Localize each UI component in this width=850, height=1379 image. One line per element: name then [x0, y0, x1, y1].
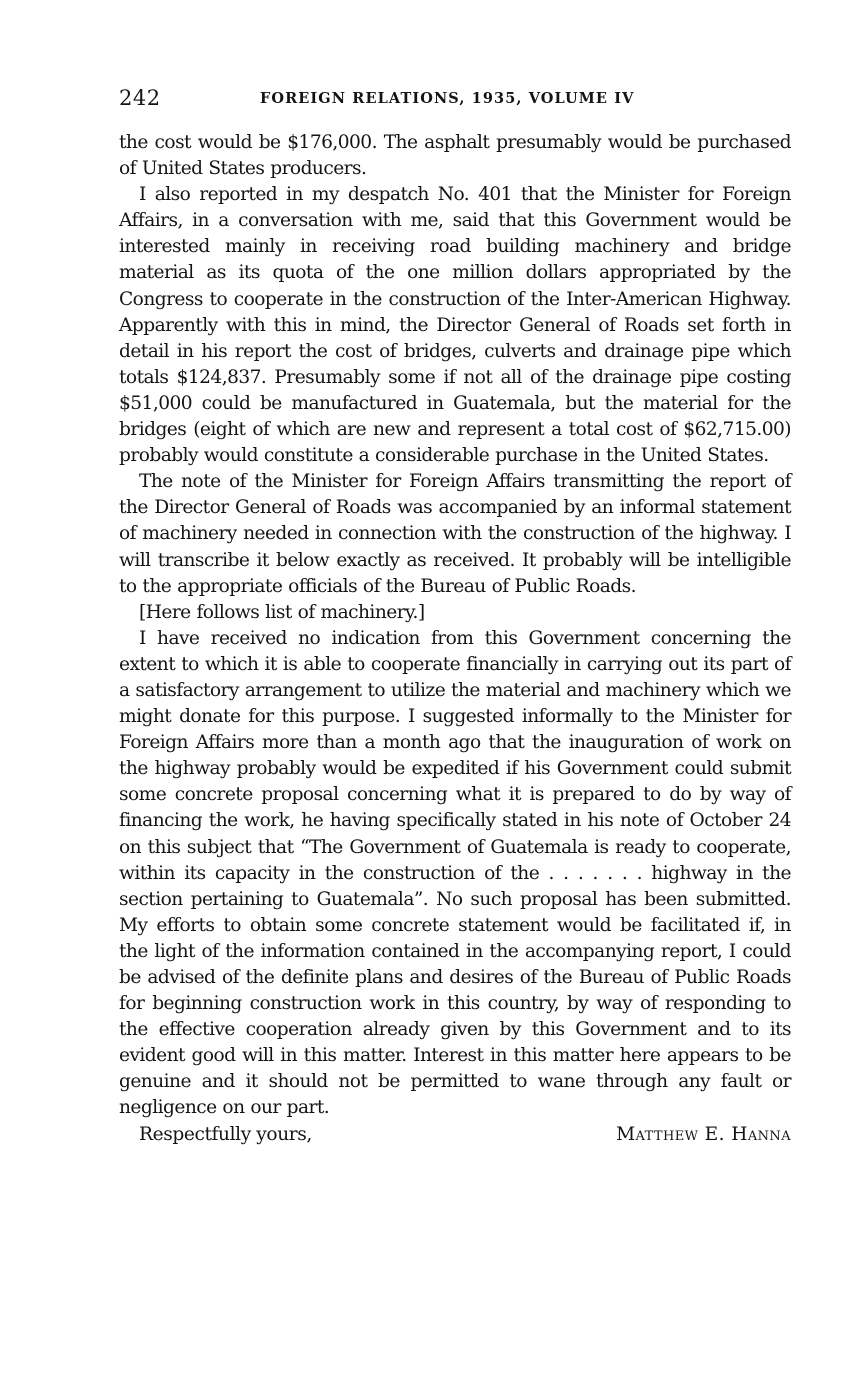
document-body	[119, 130, 791, 1122]
paragraph-continued: the cost would be $176,000. The asphalt presumably would be purchased of United States producers.	[119, 132, 791, 180]
paragraph-cooperation: I have received no indication from this Government concerning the extent to which it is able to cooperate financially in carrying out its part of a satisfactory arrangement to utilize the material and machinery which we might donate for this purpose. I suggested informally to the Minister for Foreign Affairs more than a month ago that the inauguration of work on the highway probably would be expedited if his Government could submit some concrete proposal concerning what it is prepared to do by way of financing the work, he having specifically stated in his note of October 24 on this subject that “The Government of Guatemala is ready to cooperate, within its capacity in the construction of the . . . . . . . highway in the section pertaining to Guatemala”. No such proposal has been submitted. My efforts to obtain some concrete statement would be facilitated if, in the light of the information contained in the accompanying report, I could be advised of the definite plans and desires of the Bureau of Public Roads for beginning construction work in this country, by way of responding to the effective cooperation already given by this Government and to its evident good will in this matter. Interest in this matter here appears to be genuine and it should not be permitted to wane through any fault or negligence on our part.	[119, 627, 791, 1119]
paragraph-editorial-note: [Here follows list of machinery.]	[139, 601, 425, 623]
paragraph-despatch-401: I also reported in my despatch No. 401 that the Minister for Foreign Affairs, in a conversation with me, said that this Government would be interested mainly in receiving road building machinery and bridge material as its quota of the one million dollars appropriated by the Congress to cooperate in the construction of the Inter-American Highway. Apparently with this in mind, the Director General of Roads set forth in detail in his report the cost of bridges, culverts and drainage pipe which totals $124,837. Presumably some if not all of the drainage pipe costing $51,000 could be manufactured in Guatemala, but the material for the bridges (eight of which are new and represent a total cost of $62,715.00) probably would constitute a considerable purchase in the United States.	[119, 184, 791, 467]
signature-line	[119, 1122, 791, 1148]
signature: Matthew E. Hanna	[616, 1123, 791, 1145]
closing-salutation: Respectfully yours,	[139, 1123, 312, 1145]
document-page	[119, 86, 791, 1148]
running-head	[119, 86, 791, 116]
page-number: 242	[119, 86, 161, 110]
paragraph-machinery-note: The note of the Minister for Foreign Affairs transmitting the report of the Director General of Roads was accompanied by an informal statement of machinery needed in connection with the construction of the highway. I will transcribe it below exactly as received. It probably will be intelligible to the appropriate officials of the Bureau of Public Roads.	[119, 471, 791, 597]
running-title: FOREIGN RELATIONS, 1935, VOLUME IV	[260, 90, 635, 107]
